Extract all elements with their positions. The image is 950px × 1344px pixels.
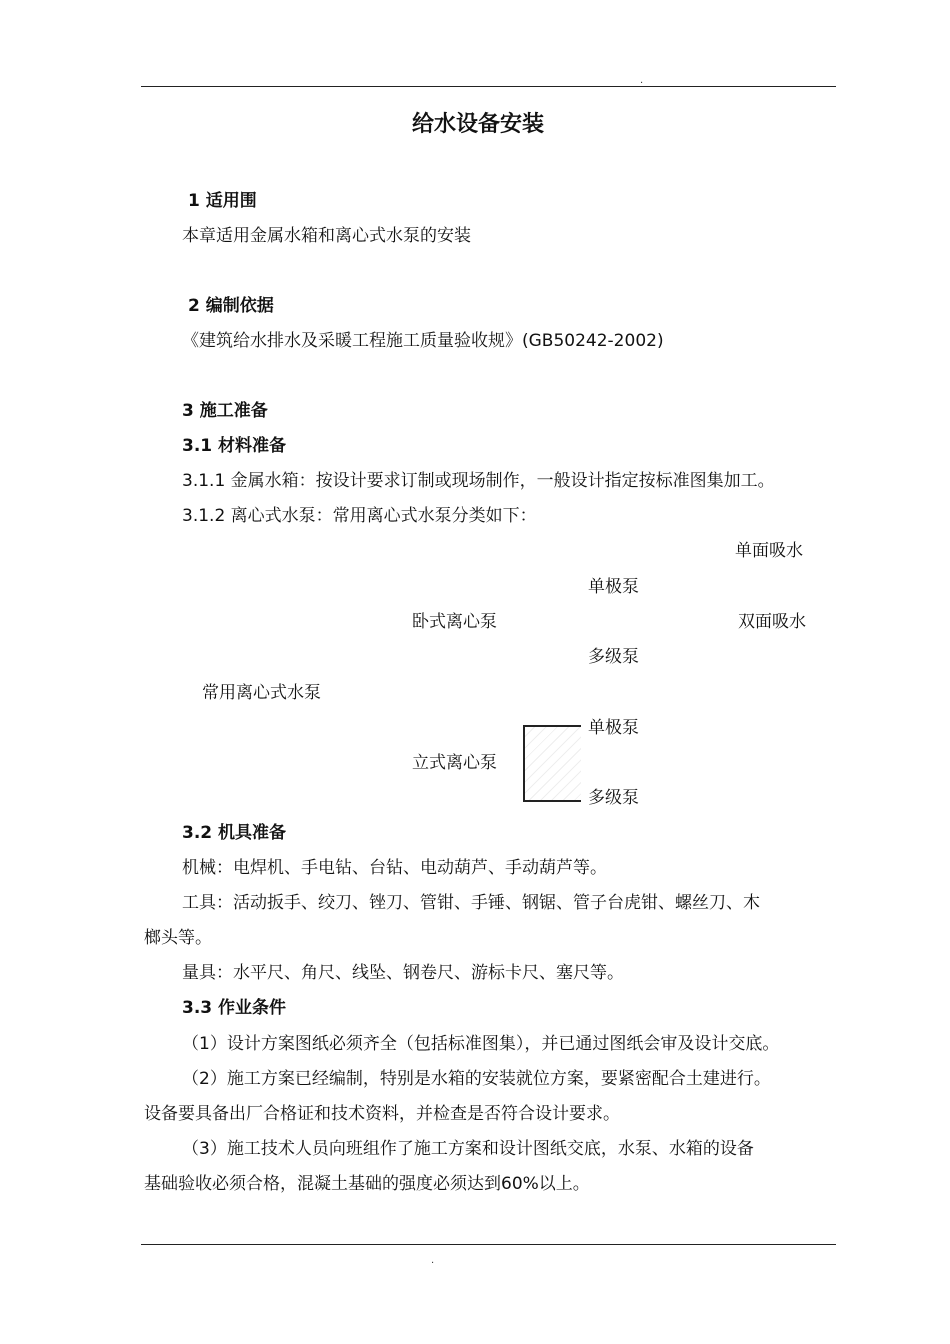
section-1-heading: 1 适用围 bbox=[188, 191, 257, 211]
tree-root-label: 常用离心式水泵 bbox=[202, 683, 321, 703]
tools-text-line2: 榔头等。 bbox=[144, 928, 212, 948]
section-3-1-2-text: 3.1.2 离心式水泵：常用离心式水泵分类如下： bbox=[182, 506, 537, 526]
footer-rule bbox=[141, 1244, 836, 1245]
section-3-3-heading: 3.3 作业条件 bbox=[182, 998, 287, 1018]
bracket-vertical-line bbox=[523, 725, 525, 801]
tree-vertical-pump: 立式离心泵 bbox=[412, 753, 497, 773]
condition-1-text: （1）设计方案图纸必须齐全（包括标准图集），并已通过图纸会审及设计交底。 bbox=[182, 1034, 780, 1054]
section-2-text: 《建筑给水排水及采暖工程施工质量验收规》(GB50242-2002) bbox=[182, 331, 664, 351]
condition-3-line1: （3）施工技术人员向班组作了施工方案和设计图纸交底，水泵、水箱的设备 bbox=[182, 1139, 754, 1159]
condition-3-line2: 基础验收必须合格，混凝土基础的强度必须达到60%以上。 bbox=[144, 1174, 590, 1194]
condition-2-line1: （2）施工方案已经编制，特别是水箱的安装就位方案，要紧密配合土建进行。 bbox=[182, 1069, 771, 1089]
tree-single-suction: 单面吸水 bbox=[735, 541, 803, 561]
tree-horizontal-single-stage: 单极泵 bbox=[588, 577, 639, 597]
section-2-heading: 2 编制依据 bbox=[188, 296, 274, 316]
section-1-text: 本章适用金属水箱和离心式水泵的安装 bbox=[182, 226, 471, 246]
bracket-top-line bbox=[523, 725, 581, 727]
page-title: 给水设备安装 bbox=[412, 112, 545, 137]
footer-marker: . bbox=[431, 1255, 435, 1266]
section-3-heading: 3 施工准备 bbox=[182, 401, 268, 421]
section-3-1-heading: 3.1 材料准备 bbox=[182, 436, 287, 456]
bracket-hatch bbox=[525, 726, 581, 800]
header-rule bbox=[141, 86, 836, 87]
tools-text-line1: 工具：活动扳手、绞刀、锉刀、管钳、手锤、钢锯、管子台虎钳、螺丝刀、木 bbox=[182, 893, 760, 913]
section-3-1-1-text: 3.1.1 金属水箱：按设计要求订制或现场制作，一般设计指定按标准图集加工。 bbox=[182, 471, 775, 491]
tree-vertical-single-stage: 单极泵 bbox=[588, 718, 639, 738]
machines-text: 机械：电焊机、手电钻、台钻、电动葫芦、手动葫芦等。 bbox=[182, 858, 607, 878]
gauges-text: 量具：水平尺、角尺、线坠、钢卷尺、游标卡尺、塞尺等。 bbox=[182, 963, 624, 983]
tree-double-suction: 双面吸水 bbox=[738, 612, 806, 632]
tree-horizontal-multi-stage: 多级泵 bbox=[588, 647, 639, 667]
tree-horizontal-pump: 卧式离心泵 bbox=[412, 612, 497, 632]
section-3-2-heading: 3.2 机具准备 bbox=[182, 823, 287, 843]
condition-2-line2: 设备要具备出厂合格证和技术资料，并检查是否符合设计要求。 bbox=[144, 1104, 620, 1124]
tree-vertical-multi-stage: 多级泵 bbox=[588, 788, 639, 808]
header-marker: . bbox=[640, 75, 644, 86]
bracket-bottom-line bbox=[523, 800, 581, 802]
